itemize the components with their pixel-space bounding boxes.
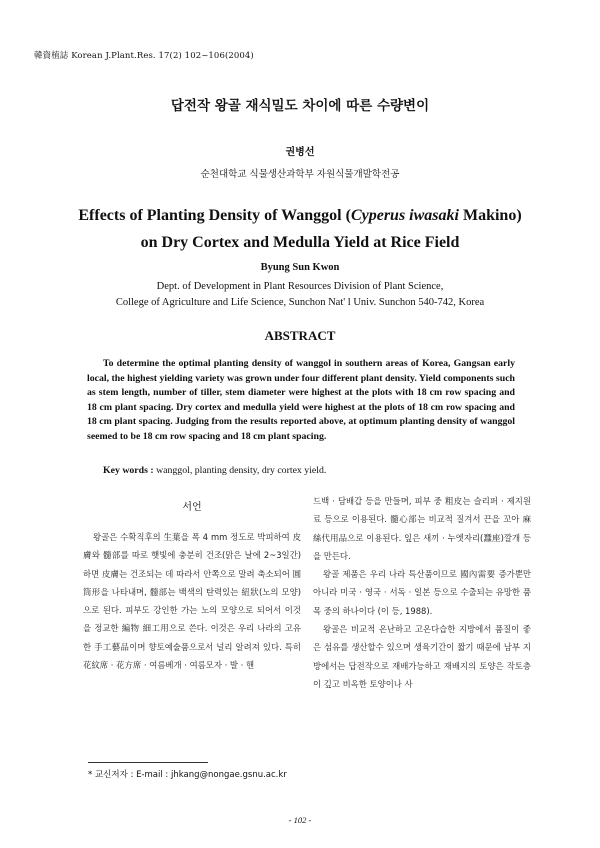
species-name: Cyperus iwasaki <box>350 207 459 224</box>
keywords <box>103 465 326 476</box>
english-title-line1: Effects of Planting Density of Wanggol (Cyperus iwasaki Makino) <box>78 207 522 224</box>
right-paragraph-2: 왕골 제품은 우리 나라 특산품이므로 國內需要 증가뿐만 아니라 미국 · 영국 · 서독 · 일본 등으로 수출되는 유망한 품목 중의 하나이다 (이 등, 1988). <box>313 569 531 616</box>
keywords-list: wanggol, planting density, dry cortex yield. <box>153 465 327 476</box>
section-heading: 서언 <box>182 502 202 513</box>
footnote: * 교신저자 : E-mail : jhkang@nongae.gsnu.ac.kr <box>88 770 287 780</box>
footnote-rule <box>88 762 208 763</box>
korean-affiliation: 순천대학교 식물생산과학부 자원식물개발학전공 <box>200 169 400 180</box>
abstract-heading: ABSTRACT <box>264 328 336 343</box>
english-author: Byung Sun Kwon <box>260 262 340 273</box>
english-title <box>0 202 600 256</box>
korean-title: 답전작 왕골 재식밀도 차이에 따른 수량변이 <box>170 98 430 114</box>
right-paragraph-3: 왕골은 비교적 온난하고 고온다습한 지방에서 품질이 좋은 섬유를 생산할수 있으며 생육기간이 짧기 때문에 남부 지방에서는 답전작으로 재배가능하고 재배지의 토양은 작토층이 깊고 비옥한 토양이나 사 <box>313 624 531 689</box>
abstract-body: To determine the optimal planting density of wanggol in southern areas of Korea, Gangsan early local, the highest yielding variety was grown under four different plant density. Yield components such as stem length, number of tiller, stem diameter were highest at the plots with 18 cm row spacing and 18 cm plant spacing. Dry cortex and medulla yield were highest at the plots of 18 cm row spacing and 18 cm plant spacing. Judging from the results reported above, at optimum planting density of wanggol seemed to be 18 cm row spacing and 18 cm plant spacing. <box>87 358 515 442</box>
keywords-label: Key words : <box>103 465 154 476</box>
right-paragraph-1: 드백 · 담배갑 등을 만들며, 피부 중 粗皮는 슬리퍼 · 제지원료 등으로 이용된다. 髓心部는 비교적 질겨서 끈을 꼬아 麻絲代用品으로 이용된다. 잎은 새끼 · 누엣자리(蠶座)깔개 등을 만든다. <box>313 496 531 561</box>
english-title-line2: on Dry Cortex and Medulla Yield at Rice Field <box>140 234 460 251</box>
korean-author: 권병선 <box>285 147 315 158</box>
english-affiliation <box>0 279 600 311</box>
left-column <box>83 528 301 674</box>
journal-header: 韓資植誌 Korean J.Plant.Res. 17(2) 102~106(2004) <box>34 51 254 61</box>
english-affiliation-line2: College of Agriculture and Life Science, Sunchon Nat' l Univ. Sunchon 540-742, Korea <box>115 297 485 308</box>
english-affiliation-line1: Dept. of Development in Plant Resources Division of Plant Science, <box>156 281 444 292</box>
page-number: - 102 - <box>288 815 312 825</box>
right-column <box>313 492 531 693</box>
left-paragraph-1: 왕골은 수확직후의 生葉을 폭 4 mm 정도로 박피하여 皮膚와 髓部를 따로 햇빛에 충분히 건조(맑은 날에 2~3일간)하면 皮膚는 건조되는 데 따라서 안쪽으로 말려 축소되어 圓筒形을 나타내며, 髓部는 백색의 탄력있는 紐狀(노의 모양)으로 된다. 피부도 강인한 가는 노의 모양으로 되어서 이것을 정교한 編物 細工用으로 쓴다. 이것은 우리 나라의 고유한 手工藝品이며 향토예술품으로서 널리 알려져 있다. 특히 花紋席 · 花方席 · 여름베개 · 여름모자 · 발 · 핸 <box>83 532 301 671</box>
